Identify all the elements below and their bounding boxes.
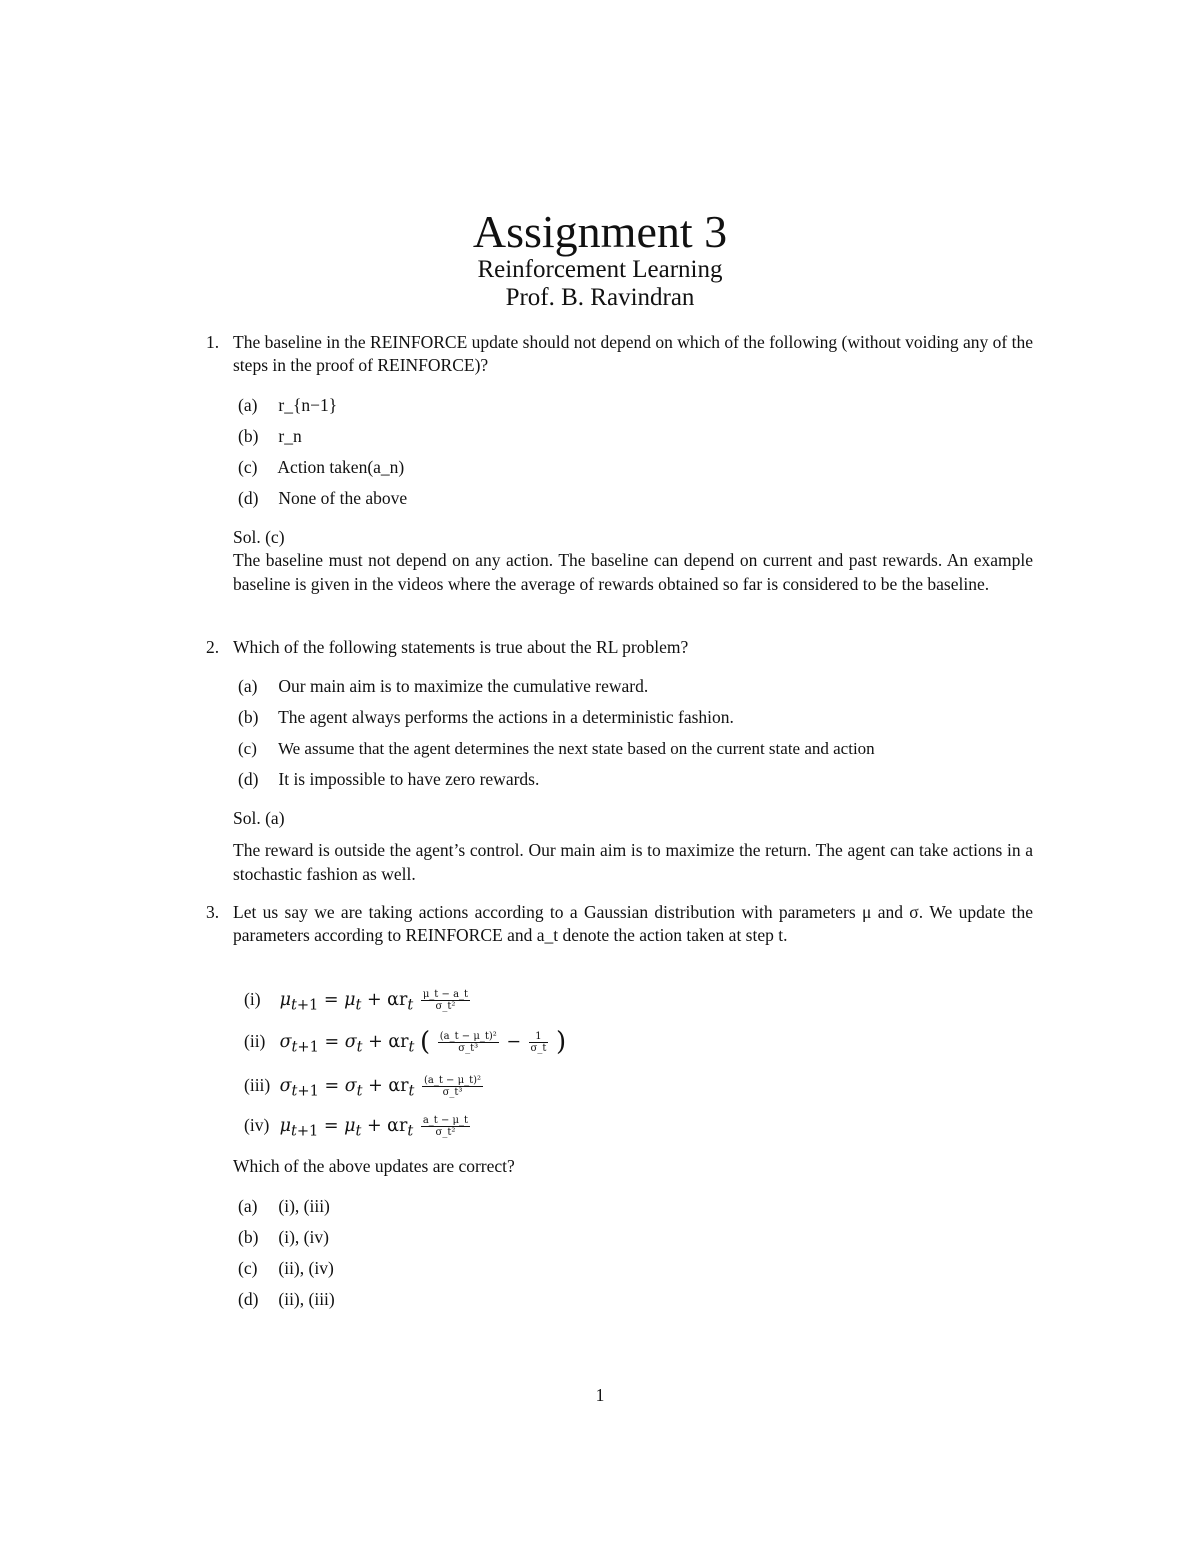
equation-label: (iv) xyxy=(244,1115,270,1135)
option-label: (a) xyxy=(238,676,258,696)
option-label: (a) xyxy=(238,395,258,415)
option-text: (ii), (iii) xyxy=(278,1289,335,1309)
equation-operator: = xyxy=(323,1116,339,1136)
question-2-option-b xyxy=(238,706,734,729)
left-paren: ( xyxy=(419,1027,431,1057)
equation-step: + αr xyxy=(368,1032,409,1052)
equation-operator: = xyxy=(323,990,339,1010)
equation-ii: (ii) $\sigma_{t+1} = \sigma_t + \alpha r_t$ ( $\frac{\text{(a\_t − μ\_t)²}}{\text{σ\_t³}}$ − $\frac{1}{\sigma\_t}$ ) xyxy=(244,1027,567,1057)
equation-lhs: μ xyxy=(279,990,291,1010)
fraction-denominator: σ_t² xyxy=(435,1001,456,1012)
question-1-option-a xyxy=(238,394,337,417)
question-2-explanation: The reward is outside the agent’s control. Our main aim is to maximize the return. The agent can take actions in a stochastic fashion as well. xyxy=(233,840,1033,884)
right-paren: ) xyxy=(555,1027,567,1057)
equation-iii: (iii) $\sigma_{t+1} = \sigma_t + \alpha r_t$ $\frac{\text{(a\_t − μ\_t)²}}{\text{σ\_t³}}$ xyxy=(244,1075,482,1100)
equation-rhs: σ xyxy=(344,1032,357,1052)
author-name: Prof. B. Ravindran xyxy=(505,284,695,311)
question-2-option-d xyxy=(238,768,539,791)
fraction-denominator: σ_t xyxy=(530,1043,547,1054)
fraction-numerator: (a_t − μ_t)² xyxy=(423,1075,482,1086)
question-3-text: Let us say we are taking actions according to a Gaussian distribution with parameters μ and σ. We update the parameters according to REINFORCE and a_t denote the action taken at step t. xyxy=(233,902,1033,945)
question-3-number: 3. xyxy=(206,902,220,922)
fraction-numerator: a_t − μ_t xyxy=(422,1115,469,1126)
equation-operator: = xyxy=(324,1032,340,1052)
option-text: The agent always performs the actions in a deterministic fashion. xyxy=(278,707,734,727)
question-2-solution: Sol. (a) xyxy=(233,808,285,828)
fraction-denominator: σ_t³ xyxy=(458,1043,479,1054)
question-1-option-d xyxy=(238,487,407,510)
fraction-numerator: 1 xyxy=(529,1031,549,1043)
question-1-option-b xyxy=(238,425,302,448)
option-text: Action taken(a_n) xyxy=(277,457,405,477)
option-text: We assume that the agent determines the next state based on the current state and action xyxy=(277,739,875,758)
question-2-option-c xyxy=(238,737,875,760)
question-3-option-d xyxy=(238,1288,335,1311)
question-3-prompt: Which of the above updates are correct? xyxy=(233,1156,515,1176)
option-text: (i), (iv) xyxy=(278,1227,329,1247)
equation-fraction xyxy=(422,1075,483,1098)
fraction-denominator: σ_t² xyxy=(435,1127,456,1138)
option-label: (d) xyxy=(238,1289,259,1309)
option-label: (c) xyxy=(238,739,257,758)
equation-fraction xyxy=(421,989,470,1012)
option-text: r_n xyxy=(278,426,302,446)
question-3-option-b xyxy=(238,1226,329,1249)
question-1-text: The baseline in the REINFORCE update should not depend on which of the following (without voiding any of the steps in the proof of REINFORCE)? xyxy=(233,332,1034,375)
option-label: (b) xyxy=(238,426,259,446)
option-text: (ii), (iv) xyxy=(278,1258,334,1278)
question-2-text: Which of the following statements is true about the RL problem? xyxy=(233,637,689,657)
question-3-option-c xyxy=(238,1257,334,1280)
equation-rhs: μ xyxy=(344,990,356,1010)
option-text: r_{n−1} xyxy=(278,395,338,415)
equation-step: + αr xyxy=(366,1116,408,1136)
option-label: (b) xyxy=(238,1227,259,1247)
equation-i: (i) $\mu_{t+1} = \mu_t + \alpha r_t$ $\frac{\mu\_t - a\_t}{\text{σ\_t²}}$ xyxy=(244,989,469,1014)
option-label: (c) xyxy=(238,457,258,477)
equation-lhs: μ xyxy=(279,1116,291,1136)
option-text: (i), (iii) xyxy=(278,1196,330,1216)
equation-lhs: σ xyxy=(279,1076,292,1096)
fraction-numerator: μ_t − a_t xyxy=(422,989,469,1000)
option-label: (b) xyxy=(238,707,259,727)
equation-label: (ii) xyxy=(244,1031,266,1051)
option-label: (a) xyxy=(238,1196,258,1216)
question-1-explanation: The baseline must not depend on any action. The baseline can depend on current and past rewards. An example baseline is given in the videos where the average of rewards obtained so far is considered to be the baseline. xyxy=(233,550,1033,594)
option-text: It is impossible to have zero rewards. xyxy=(278,769,540,789)
fraction-numerator: (a_t − μ_t)² xyxy=(439,1031,497,1042)
question-3-option-a xyxy=(238,1195,330,1218)
equation-fraction xyxy=(421,1115,470,1138)
equation-fraction-2 xyxy=(529,1031,549,1054)
question-2-number: 2. xyxy=(206,637,220,657)
equation-step: + αr xyxy=(366,990,408,1010)
course-name: Reinforcement Learning xyxy=(477,256,723,283)
question-1-number: 1. xyxy=(206,332,220,352)
equation-label: (iii) xyxy=(244,1075,271,1095)
equation-lhs: σ xyxy=(279,1032,292,1052)
page-number: 1 xyxy=(595,1385,605,1405)
option-text: Our main aim is to maximize the cumulative reward. xyxy=(278,676,649,696)
equation-rhs: σ xyxy=(344,1076,357,1096)
equation-fraction xyxy=(438,1031,499,1054)
question-1-option-c xyxy=(238,456,404,479)
option-text: None of the above xyxy=(278,488,408,508)
document-title: Assignment 3 xyxy=(472,206,728,257)
equation-rhs: μ xyxy=(344,1116,356,1136)
option-label: (d) xyxy=(238,488,259,508)
question-2-option-a xyxy=(238,675,648,698)
equation-iv: (iv) $\mu_{t+1} = \mu_t + \alpha r_t$ $\frac{a\_t - \mu\_t}{\text{σ\_t²}}$ xyxy=(244,1115,469,1140)
equation-label: (i) xyxy=(244,989,261,1009)
question-1-solution: Sol. (c) xyxy=(233,527,285,547)
fraction-denominator: σ_t³ xyxy=(442,1087,463,1098)
equation-operator: = xyxy=(324,1076,340,1096)
option-label: (c) xyxy=(238,1258,258,1278)
option-label: (d) xyxy=(238,769,259,789)
equation-step: + αr xyxy=(368,1076,409,1096)
